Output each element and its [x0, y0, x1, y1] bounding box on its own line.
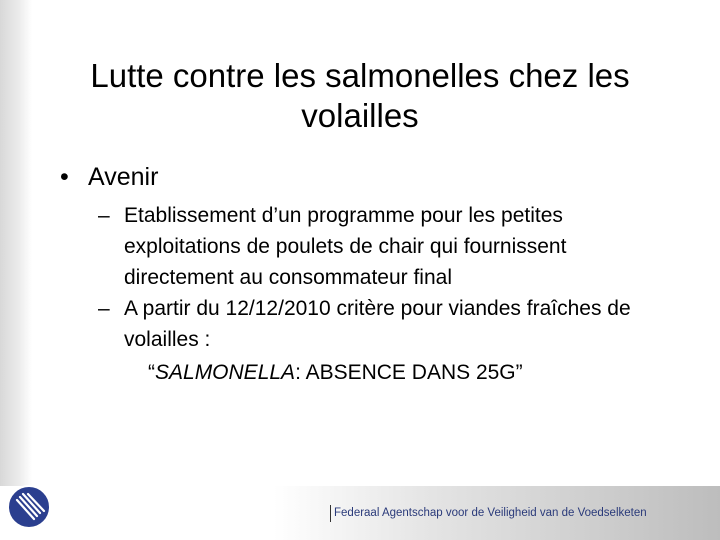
bullet-item [60, 160, 680, 194]
slide-content [60, 160, 680, 388]
slide-title: Lutte contre les salmonelles chez les volailles [90, 57, 630, 134]
sub-item-text: A partir du 12/12/2010 critère pour viandes fraîches de volailles : [124, 297, 631, 351]
quote-italic: SALMONELLA [155, 361, 296, 384]
dash-marker: – [98, 204, 110, 227]
quote-open: “ [148, 361, 155, 384]
footer-agency: Federaal Agentschap voor de Veiligheid van de Voedselketen [330, 505, 647, 522]
bullet-text: Avenir [88, 163, 159, 191]
sub-item-text: Etablissement d’un programme pour les petites exploitations de poulets de chair qui fournissent directement au consommateur final [124, 204, 567, 289]
left-decorative-band [0, 0, 32, 540]
quote-rest: : ABSENCE DANS 25G” [295, 361, 523, 384]
criterion-quote [148, 357, 680, 388]
bullet-marker: • [60, 163, 69, 191]
dash-marker: – [98, 297, 110, 320]
sub-item [98, 293, 680, 355]
sub-item [98, 200, 680, 293]
fork-knife-logo-icon [4, 482, 54, 532]
